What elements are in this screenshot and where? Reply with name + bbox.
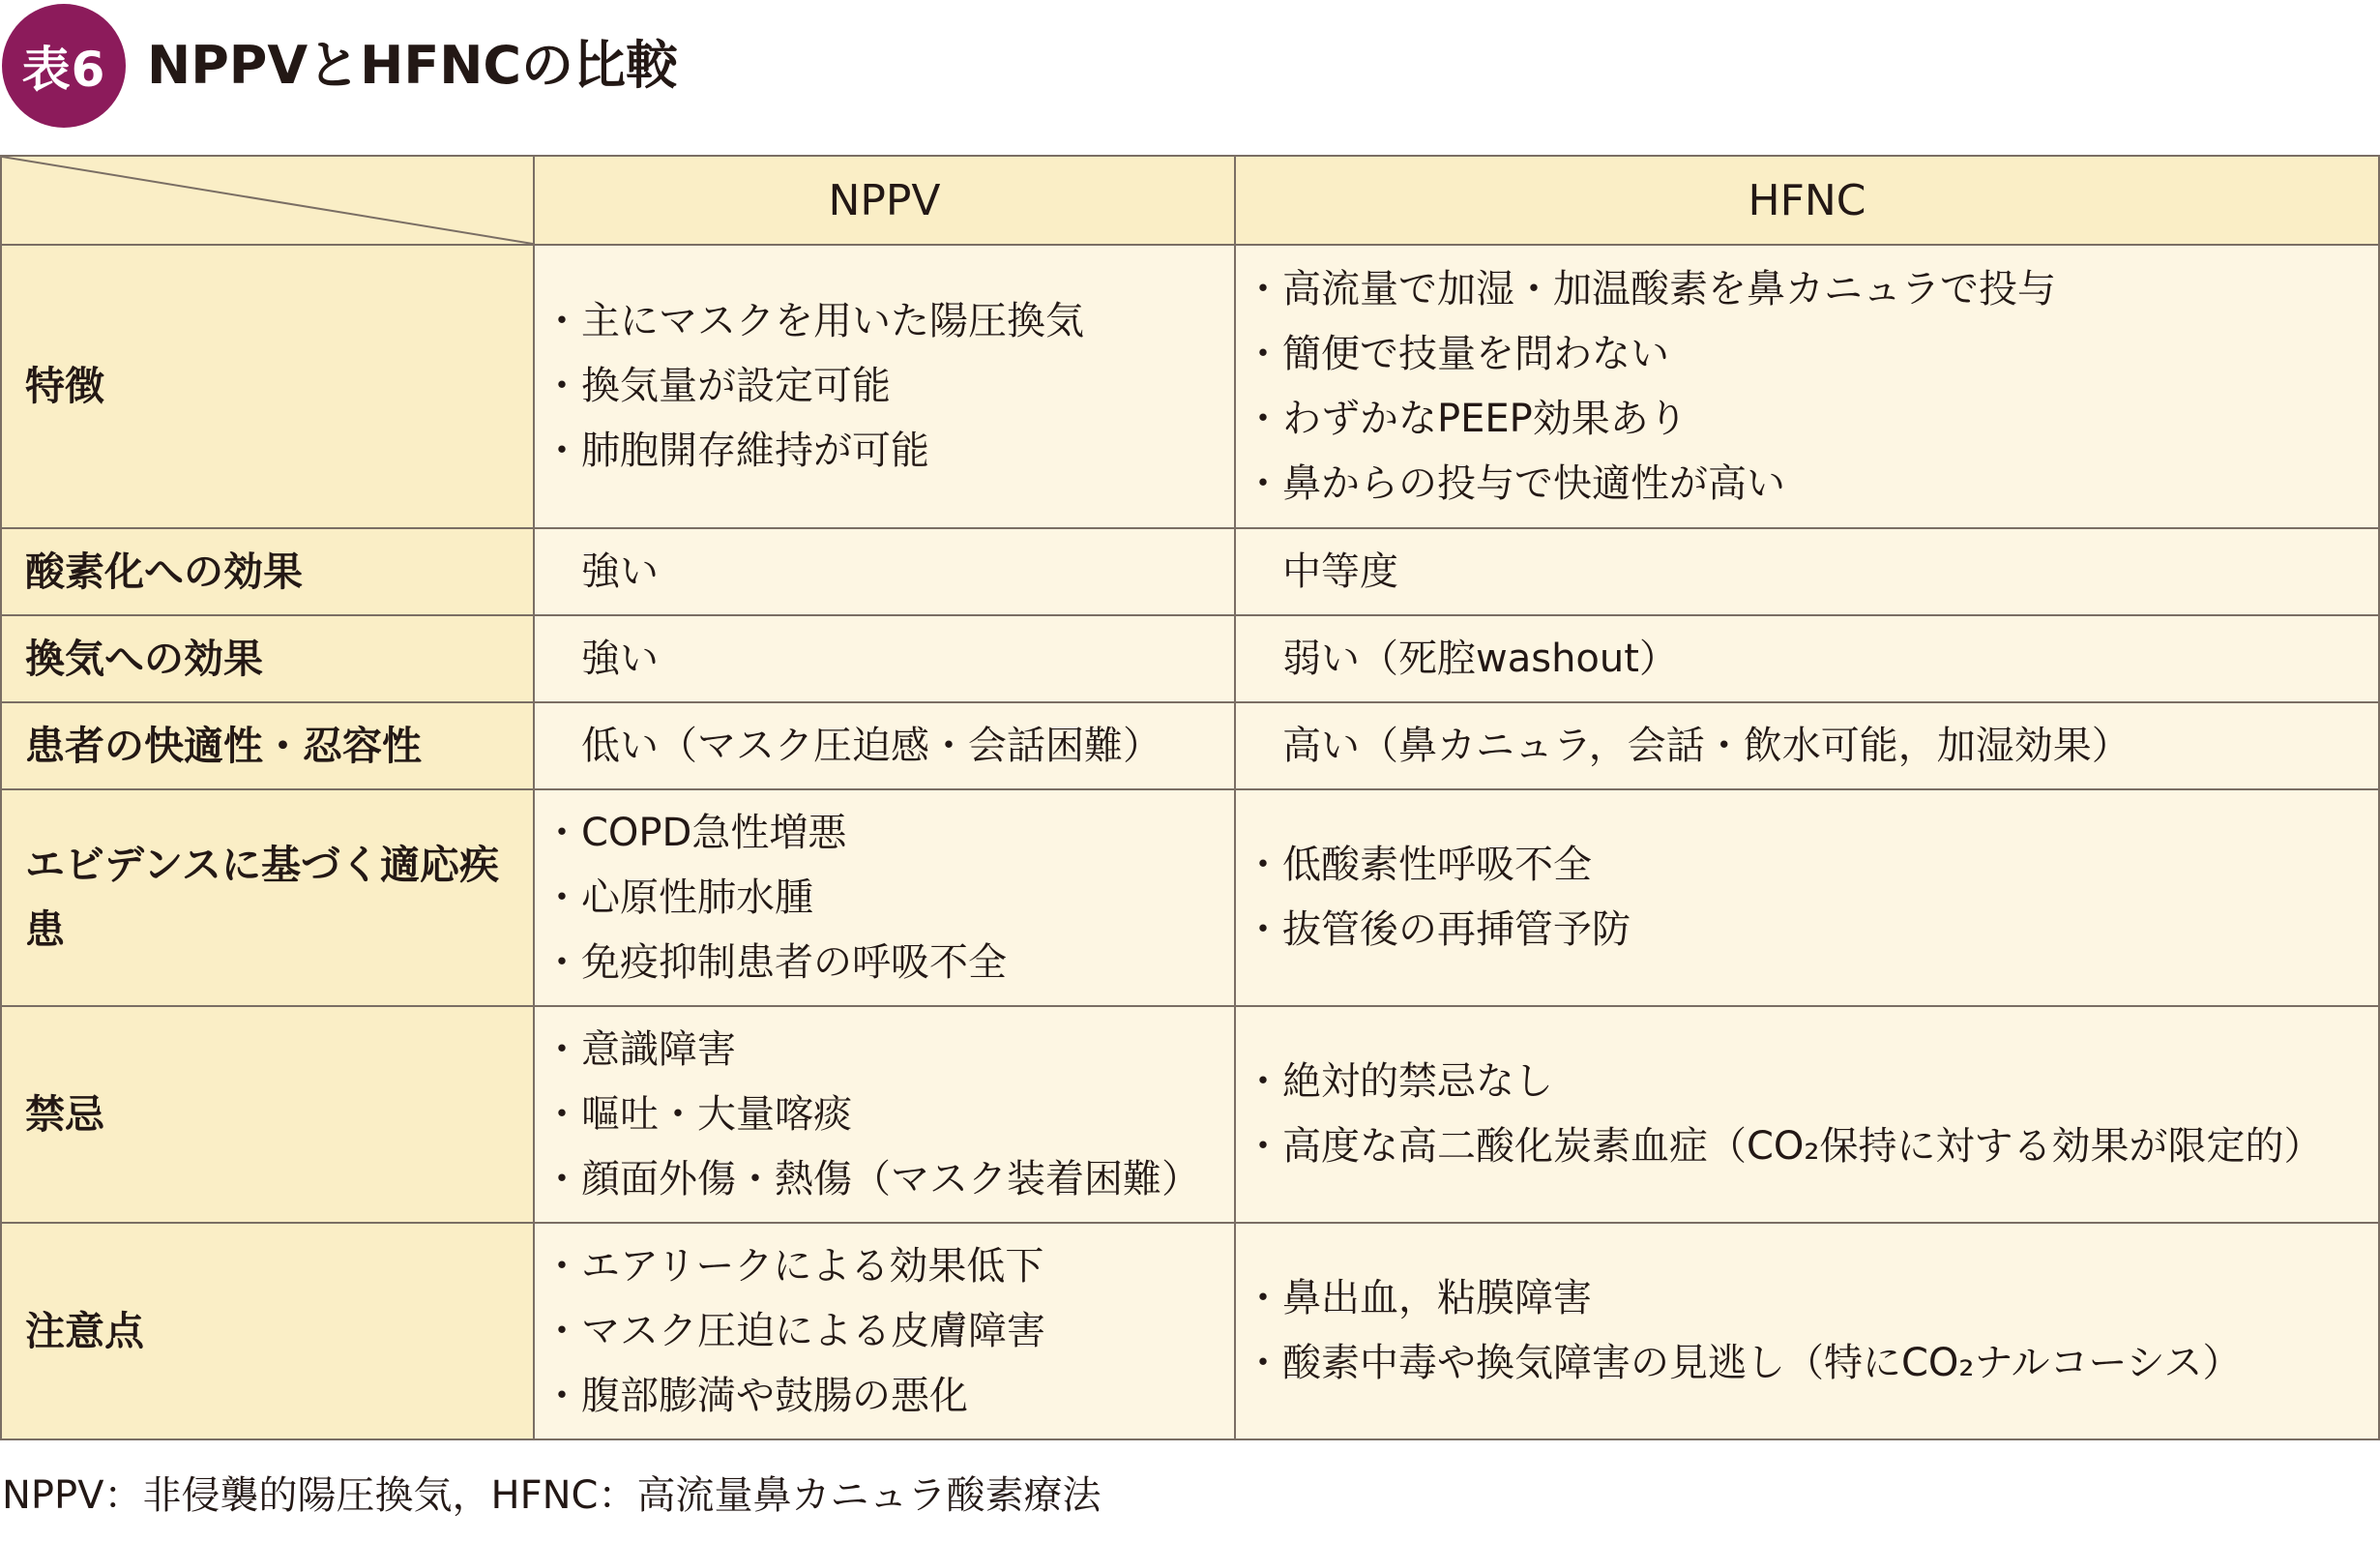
table-row <box>1 702 2379 789</box>
list-item: ・ 嘔吐・大量喀痰 <box>556 1082 1219 1147</box>
nppv-cell: 強い <box>534 528 1235 615</box>
hfnc-cell: 中等度 <box>1235 528 2379 615</box>
list-item: ・ 高度な高二酸化炭素血症（CO₂保持に対する効果が限定的） <box>1257 1114 2363 1179</box>
table-row <box>1 245 2379 528</box>
bullet-list <box>1257 257 2363 517</box>
nppv-cell: 強い <box>534 615 1235 702</box>
row-label: 特徴 <box>1 245 534 528</box>
list-item: ・ 鼻からの投与で快適性が高い <box>1257 452 2363 517</box>
hfnc-cell <box>1235 1006 2379 1223</box>
bullet-list <box>556 1234 1219 1429</box>
comparison-table <box>0 155 2380 1440</box>
row-label: 酸素化への効果 <box>1 528 534 615</box>
list-item: ・ 肺胞開存維持が可能 <box>556 419 1219 484</box>
list-item: ・ わずかなPEEP効果あり <box>1257 387 2363 452</box>
list-item: ・ 簡便で技量を問わない <box>1257 322 2363 387</box>
list-item: ・ 高流量で加湿・加温酸素を鼻カニュラで投与 <box>1257 257 2363 322</box>
nppv-cell <box>534 1006 1235 1223</box>
row-label: 換気への効果 <box>1 615 534 702</box>
table-row <box>1 789 2379 1006</box>
nppv-cell <box>534 789 1235 1006</box>
bullet-list <box>556 1018 1219 1212</box>
row-label: エビデンスに基づく適応疾患 <box>1 789 534 1006</box>
bullet-list <box>556 289 1219 484</box>
diagonal-divider <box>2 157 533 244</box>
bullet-list <box>1257 833 2363 963</box>
list-item: ・ COPD急性増悪 <box>556 801 1219 866</box>
hfnc-cell <box>1235 789 2379 1006</box>
list-item: ・ 鼻出血，粘膜障害 <box>1257 1266 2363 1331</box>
hfnc-cell <box>1235 1223 2379 1439</box>
list-item: ・ 主にマスクを用いた陽圧換気 <box>556 289 1219 354</box>
list-item: ・ 低酸素性呼吸不全 <box>1257 833 2363 898</box>
table-footnote: NPPV：非侵襲的陽圧換気，HFNC：高流量鼻カニュラ酸素療法 <box>2 1473 1102 1518</box>
list-item: ・ 意識障害 <box>556 1018 1219 1082</box>
list-item: ・ 酸素中毒や換気障害の見逃し（特にCO₂ナルコーシス） <box>1257 1331 2363 1396</box>
table-row <box>1 528 2379 615</box>
column-header-hfnc: HFNC <box>1235 156 2379 245</box>
table-header-row <box>1 156 2379 245</box>
table-row <box>1 615 2379 702</box>
hfnc-cell: 高い（鼻カニュラ，会話・飲水可能，加湿効果） <box>1235 702 2379 789</box>
table-row <box>1 1223 2379 1439</box>
list-item: ・ 心原性肺水腫 <box>556 866 1219 931</box>
bullet-list <box>1257 1266 2363 1396</box>
list-item: ・ 顔面外傷・熱傷（マスク装着困難） <box>556 1147 1219 1212</box>
nppv-cell <box>534 1223 1235 1439</box>
list-item: ・ 腹部膨満や鼓腸の悪化 <box>556 1364 1219 1429</box>
table-row <box>1 1006 2379 1223</box>
list-item: ・ エアリークによる効果低下 <box>556 1234 1219 1299</box>
list-item: ・ マスク圧迫による皮膚障害 <box>556 1299 1219 1364</box>
list-item: ・ 抜管後の再挿管予防 <box>1257 898 2363 963</box>
column-header-nppv: NPPV <box>534 156 1235 245</box>
bullet-list <box>556 801 1219 995</box>
table-title: NPPVとHFNCの比較 <box>147 35 679 96</box>
hfnc-cell: 弱い（死腔washout） <box>1235 615 2379 702</box>
hfnc-cell <box>1235 245 2379 528</box>
row-label: 患者の快適性・忍容性 <box>1 702 534 789</box>
list-item: ・ 換気量が設定可能 <box>556 354 1219 419</box>
list-item: ・ 免疫抑制患者の呼吸不全 <box>556 931 1219 995</box>
nppv-cell <box>534 245 1235 528</box>
table-number-badge: 表6 <box>2 4 126 128</box>
bullet-list <box>1257 1050 2363 1179</box>
row-label: 注意点 <box>1 1223 534 1439</box>
comparison-table-container <box>0 155 2378 1440</box>
row-label: 禁忌 <box>1 1006 534 1223</box>
list-item: ・ 絶対的禁忌なし <box>1257 1050 2363 1114</box>
corner-cell <box>1 156 534 245</box>
nppv-cell: 低い（マスク圧迫感・会話困難） <box>534 702 1235 789</box>
table-title-row <box>0 0 1354 140</box>
